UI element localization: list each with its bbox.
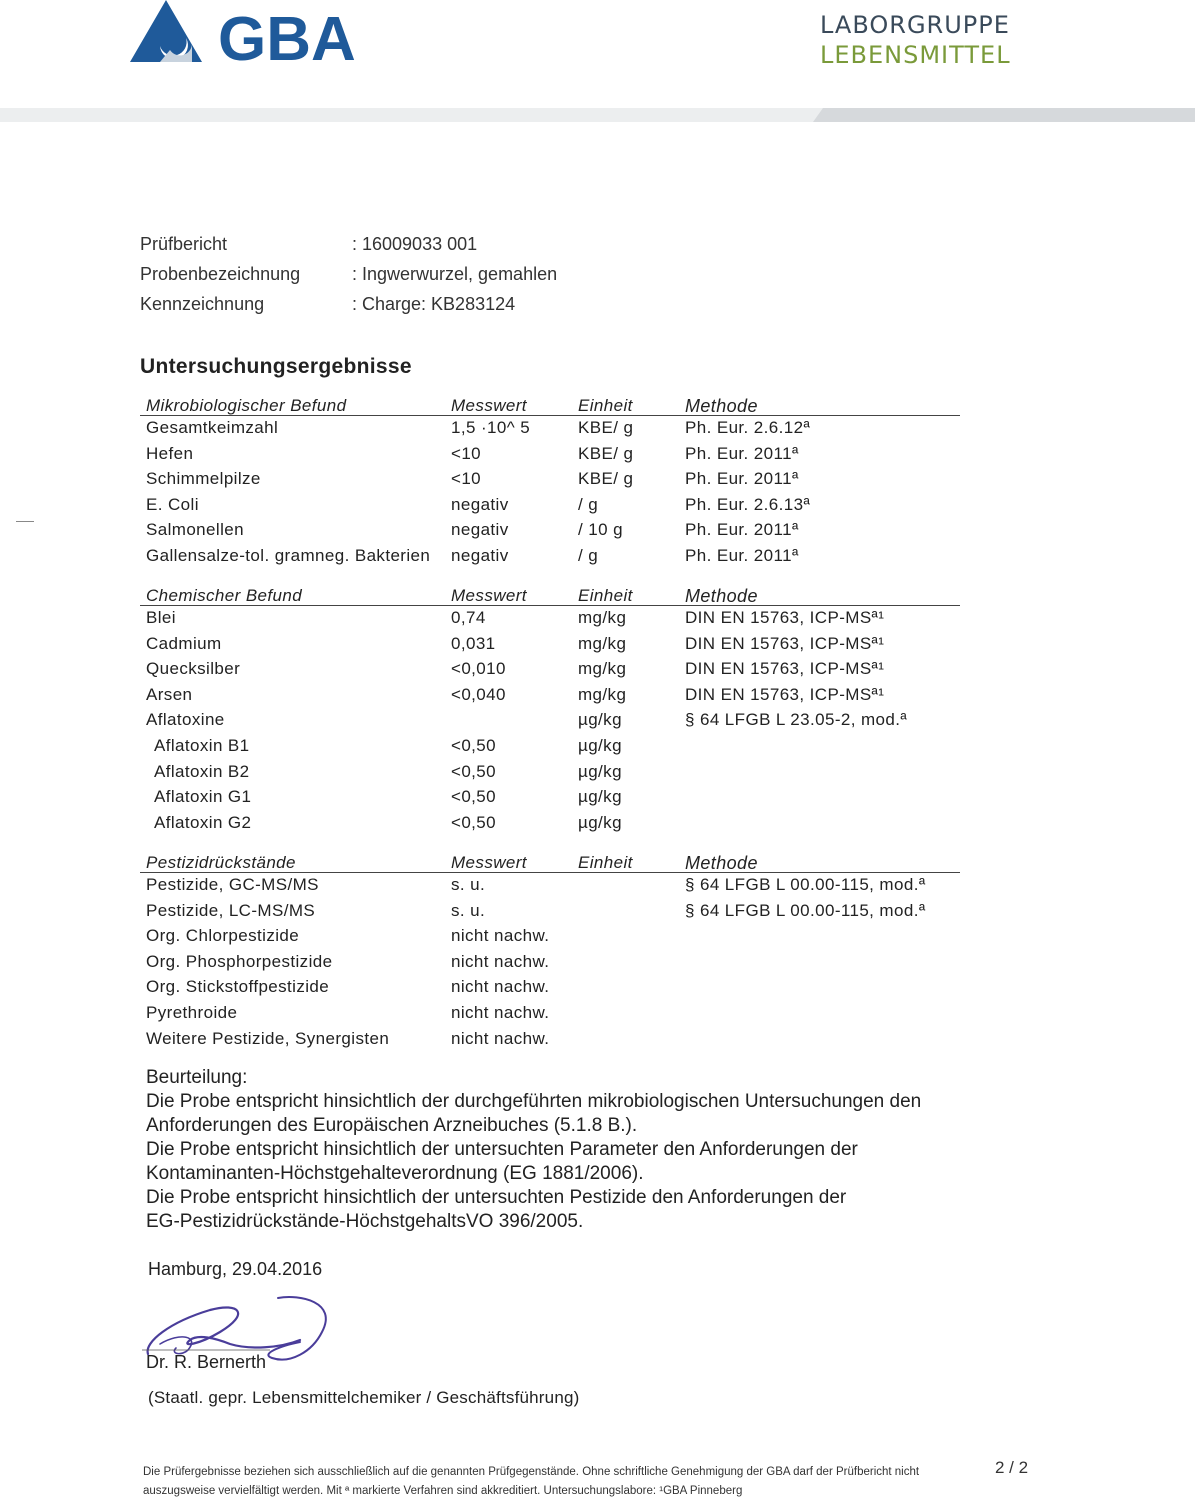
table-row (140, 1027, 960, 1053)
table-row (140, 467, 960, 493)
cell-unit: / 10 g (578, 520, 623, 540)
cell-value: <0,50 (451, 735, 497, 755)
cell-name: Aflatoxin B1 (154, 735, 250, 755)
gba-logo-mark (130, 0, 380, 70)
table-row (140, 708, 960, 734)
lab-title-line1: LABORGRUPPE (820, 11, 1010, 39)
cell-unit: µg/kg (578, 812, 622, 832)
cell-method: § 64 LFGB L 00.00-115, mod.ª (685, 900, 926, 920)
cell-value: nicht nachw. (451, 1002, 550, 1022)
cell-method: DIN EN 15763, ICP-MSª¹ (685, 684, 885, 704)
header-band-accent (813, 108, 1195, 122)
column-header-value: Messwert (451, 853, 527, 872)
cell-value: negativ (451, 545, 509, 565)
cell-value: <0,040 (451, 684, 506, 704)
cell-name: Pyrethroide (146, 1002, 238, 1022)
table-row (140, 975, 960, 1001)
cell-unit: µg/kg (578, 787, 622, 807)
table-row (140, 442, 960, 468)
table-micro (140, 396, 960, 570)
cell-method: DIN EN 15763, ICP-MSª¹ (685, 659, 885, 679)
meta-label: Probenbezeichnung (140, 264, 301, 284)
cell-unit: mg/kg (578, 633, 627, 653)
logo-text: GBA (218, 5, 356, 70)
cell-unit: / g (578, 494, 599, 514)
cell-method: Ph. Eur. 2.6.13ª (685, 494, 811, 514)
fold-mark (16, 521, 34, 522)
table-row (140, 785, 960, 811)
meta-value: : Ingwerwurzel, gemahlen (352, 264, 558, 284)
cell-value: 1,5 ·10^ 5 (451, 418, 531, 437)
cell-name: Hefen (146, 443, 194, 463)
cell-name: Weitere Pestizide, Synergisten (146, 1028, 390, 1048)
cell-unit: KBE/ g (578, 443, 634, 463)
table-row (140, 760, 960, 786)
table-row (140, 899, 960, 925)
cell-method: DIN EN 15763, ICP-MSª¹ (685, 608, 885, 627)
table-header (140, 853, 960, 873)
assessment-line: Anforderungen des Europäischen Arzneibuches (5.1.8 B.). (146, 1115, 638, 1136)
table-row (140, 683, 960, 709)
signer-role: (Staatl. gepr. Lebensmittelchemiker / Geschäftsführung) (148, 1388, 580, 1407)
cell-name: Gallensalze-tol. gramneg. Bakterien (146, 545, 431, 565)
assessment (146, 1066, 921, 1234)
assessment-line: Die Probe entspricht hinsichtlich der untersuchten Parameter den Anforderungen der (146, 1139, 858, 1160)
cell-value: 0,031 (451, 633, 496, 653)
signer-name: Dr. R. Bernerth (146, 1352, 267, 1372)
cell-value: <0,50 (451, 787, 497, 807)
table-row (140, 518, 960, 544)
cell-name: Org. Chlorpestizide (146, 926, 300, 946)
cell-unit: µg/kg (578, 761, 622, 781)
cell-name: Salmonellen (146, 520, 244, 540)
cell-name: Org. Phosphorpestizide (146, 951, 333, 971)
cell-method: Ph. Eur. 2011ª (685, 469, 799, 489)
cell-value: negativ (451, 520, 509, 540)
column-header-unit: Einheit (578, 586, 633, 605)
cell-name: Arsen (146, 684, 193, 704)
column-header-value: Messwert (451, 396, 527, 415)
cell-value: <10 (451, 443, 482, 463)
cell-name: Gesamtkeimzahl (146, 418, 279, 437)
table-row (140, 606, 960, 632)
cell-method: Ph. Eur. 2011ª (685, 520, 799, 540)
table-row (140, 416, 960, 442)
cell-value: <0,50 (451, 812, 497, 832)
table-row (140, 493, 960, 519)
meta-value: : Charge: KB283124 (352, 294, 516, 314)
footer-disclaimer (143, 1463, 919, 1500)
cell-unit: mg/kg (578, 684, 627, 704)
cell-name: Schimmelpilze (146, 469, 261, 489)
cell-value: <0,010 (451, 659, 506, 679)
table-chem (140, 586, 960, 836)
cell-value: nicht nachw. (451, 926, 550, 946)
column-header-value: Messwert (451, 586, 527, 605)
cell-method: § 64 LFGB L 23.05-2, mod.ª (685, 710, 908, 730)
cell-value: negativ (451, 494, 509, 514)
cell-name: Blei (146, 608, 176, 627)
cell-value: nicht nachw. (451, 951, 550, 971)
meta-label: Prüfbericht (140, 234, 228, 254)
cell-method: DIN EN 15763, ICP-MSª¹ (685, 633, 885, 653)
cell-unit: µg/kg (578, 735, 622, 755)
cell-name: E. Coli (146, 494, 199, 514)
assessment-line: Kontaminanten-Höchstgehalteverordnung (EG 1881/2006). (146, 1163, 644, 1184)
column-header-method: Methode (685, 396, 758, 416)
cell-unit: KBE/ g (578, 418, 634, 437)
column-header-name: Pestizidrückstände (146, 853, 296, 872)
lab-title (820, 10, 1011, 70)
cell-method: Ph. Eur. 2011ª (685, 443, 799, 463)
column-header-unit: Einheit (578, 853, 633, 872)
cell-name: Aflatoxin B2 (154, 761, 250, 781)
assessment-title: Beurteilung: (146, 1067, 248, 1088)
column-header-method: Methode (685, 586, 758, 606)
cell-value: <10 (451, 469, 482, 489)
cell-name: Aflatoxin G2 (154, 812, 252, 832)
cell-unit: mg/kg (578, 659, 627, 679)
cell-name: Aflatoxin G1 (154, 787, 252, 807)
column-header-unit: Einheit (578, 396, 633, 415)
cell-name: Cadmium (146, 633, 222, 653)
cell-unit: mg/kg (578, 608, 627, 627)
cell-name: Org. Stickstoffpestizide (146, 977, 330, 997)
table-pest (140, 853, 960, 1052)
footer-line: Die Prüfergebnisse beziehen sich ausschließlich auf die genannten Prüfgegenstände. Ohne schriftliche Genehmigung der GBA darf der Prüfbericht nicht (143, 1466, 920, 1478)
assessment-line: EG-Pestizidrückstände-HöchstgehaltsVO 396/2005. (146, 1211, 584, 1232)
column-header-name: Mikrobiologischer Befund (146, 396, 347, 415)
cell-name: Pestizide, GC-MS/MS (146, 875, 319, 894)
table-row (140, 657, 960, 683)
cell-value: s. u. (451, 900, 486, 920)
cell-unit: / g (578, 545, 599, 565)
column-header-name: Chemischer Befund (146, 586, 303, 605)
place-date: Hamburg, 29.04.2016 (148, 1259, 323, 1279)
table-row (140, 924, 960, 950)
gba-logo (130, 0, 380, 70)
cell-method: § 64 LFGB L 00.00-115, mod.ª (685, 875, 926, 894)
cell-value: nicht nachw. (451, 1028, 550, 1048)
table-row (140, 1001, 960, 1027)
cell-value: nicht nachw. (451, 977, 550, 997)
table-header (140, 586, 960, 606)
cell-name: Quecksilber (146, 659, 241, 679)
column-header-method: Methode (685, 853, 758, 873)
table-row (140, 950, 960, 976)
table-row (140, 734, 960, 760)
cell-method: Ph. Eur. 2.6.12ª (685, 418, 811, 437)
cell-name: Pestizide, LC-MS/MS (146, 900, 316, 920)
lab-title-line2: LEBENSMITTEL (820, 41, 1011, 69)
cell-value: s. u. (451, 875, 486, 894)
cell-method: Ph. Eur. 2011ª (685, 545, 799, 565)
assessment-line: Die Probe entspricht hinsichtlich der untersuchten Pestizide den Anforderungen der (146, 1187, 847, 1208)
cell-unit: µg/kg (578, 710, 622, 730)
table-row (140, 811, 960, 837)
assessment-line: Die Probe entspricht hinsichtlich der durchgeführten mikrobiologischen Untersuchungen den (146, 1091, 922, 1112)
cell-unit: KBE/ g (578, 469, 634, 489)
cell-name: Aflatoxine (146, 710, 225, 730)
table-row (140, 873, 960, 899)
cell-value: <0,50 (451, 761, 497, 781)
meta-value: : 16009033 001 (352, 234, 478, 254)
cell-value: 0,74 (451, 608, 486, 627)
table-row (140, 544, 960, 570)
table-header (140, 396, 960, 416)
page-number: 2 / 2 (995, 1458, 1029, 1477)
table-row (140, 632, 960, 658)
meta-label: Kennzeichnung (140, 294, 265, 314)
section-title: Untersuchungsergebnisse (140, 355, 412, 378)
footer-line: auszugsweise vervielfältigt werden. Mit ª markierte Verfahren sind akkreditiert. Untersuchungslabore: ¹GBA Pinneberg (143, 1485, 743, 1497)
